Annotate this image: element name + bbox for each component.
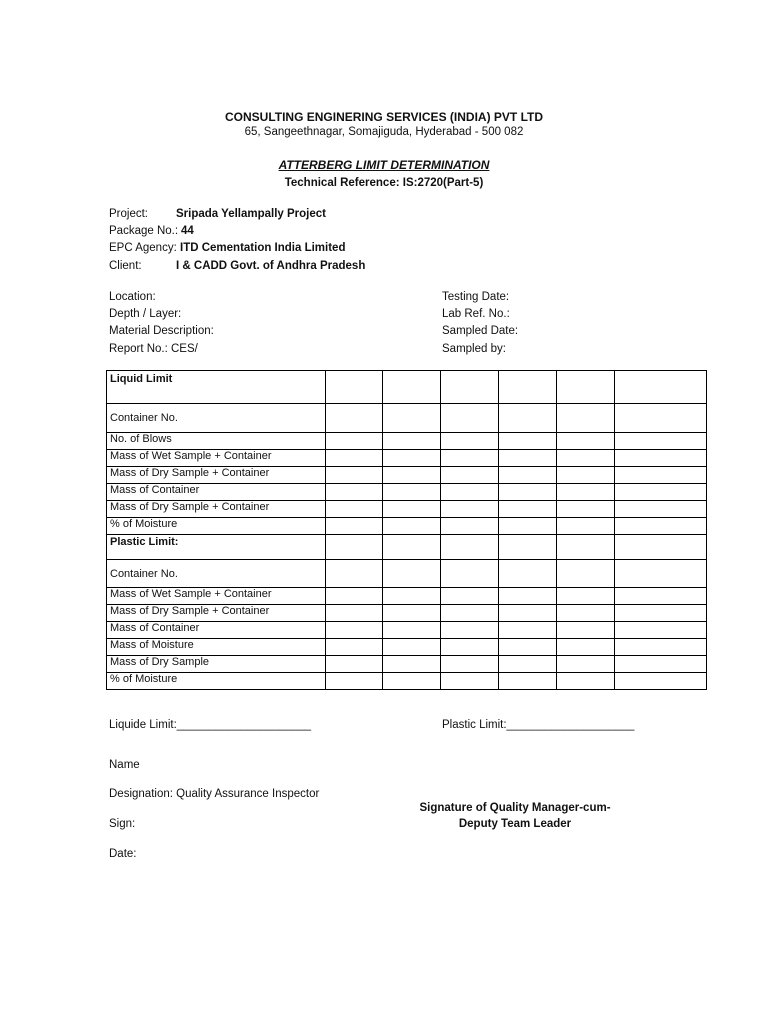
table-cell[interactable] — [326, 501, 383, 518]
table-row — [107, 450, 707, 467]
table-cell[interactable] — [383, 588, 441, 605]
table-cell[interactable] — [441, 622, 499, 639]
table-cell[interactable] — [499, 656, 557, 673]
table-cell[interactable] — [383, 639, 441, 656]
table-row — [107, 433, 707, 450]
table-cell[interactable] — [557, 501, 615, 518]
row-label: Mass of Dry Sample + Container — [107, 467, 326, 484]
table-cell[interactable] — [557, 535, 615, 560]
table-cell[interactable] — [615, 656, 707, 673]
table-cell[interactable] — [326, 622, 383, 639]
table-cell[interactable] — [383, 560, 441, 588]
table-cell[interactable] — [557, 673, 615, 690]
table-row — [107, 371, 707, 404]
row-label: Container No. — [107, 404, 326, 433]
table-cell[interactable] — [615, 433, 707, 450]
table-row — [107, 622, 707, 639]
table-cell[interactable] — [615, 622, 707, 639]
designation-label: Designation: Quality Assurance Inspector — [109, 788, 320, 800]
table-cell[interactable] — [615, 588, 707, 605]
table-cell[interactable] — [441, 501, 499, 518]
signature-title-line2: Deputy Team Leader — [458, 818, 572, 830]
table-cell[interactable] — [383, 656, 441, 673]
table-cell[interactable] — [326, 535, 383, 560]
table-cell[interactable] — [441, 433, 499, 450]
table-row — [107, 673, 707, 690]
table-cell[interactable] — [326, 433, 383, 450]
liquid-limit-header: Liquid Limit — [107, 371, 326, 404]
plastic-limit-header: Plastic Limit: — [107, 535, 326, 560]
table-row — [107, 605, 707, 622]
table-cell[interactable] — [441, 588, 499, 605]
table-cell[interactable] — [499, 371, 557, 404]
table-cell[interactable] — [499, 639, 557, 656]
row-label: Mass of Container — [107, 484, 326, 501]
signature-title-line1: Signature of Quality Manager-cum- — [419, 802, 611, 814]
row-label: Mass of Container — [107, 622, 326, 639]
table-cell[interactable] — [499, 535, 557, 560]
table-row — [107, 535, 707, 560]
table-cell[interactable] — [383, 673, 441, 690]
table-cell[interactable] — [326, 467, 383, 484]
table-cell[interactable] — [615, 518, 707, 535]
table-cell[interactable] — [557, 371, 615, 404]
table-row — [107, 518, 707, 535]
table-cell[interactable] — [383, 501, 441, 518]
table-cell[interactable] — [615, 639, 707, 656]
name-label: Name — [109, 759, 140, 771]
table-cell[interactable] — [326, 450, 383, 467]
table-cell[interactable] — [326, 518, 383, 535]
table-cell[interactable] — [383, 433, 441, 450]
atterberg-data-table — [106, 370, 707, 690]
sign-label: Sign: — [109, 818, 136, 830]
technical-reference: Technical Reference: IS:2720(Part-5) — [284, 177, 484, 189]
epc-agency-label: EPC Agency: — [109, 242, 177, 254]
table-cell[interactable] — [615, 605, 707, 622]
lab-ref-label: Lab Ref. No.: — [442, 308, 510, 320]
project-value: Sripada Yellampally Project — [176, 208, 326, 220]
sampled-date-label: Sampled Date: — [442, 325, 519, 337]
report-no-label: Report No.: CES/ — [109, 343, 198, 355]
row-label: % of Moisture — [107, 518, 326, 535]
plastic-limit-result: Plastic Limit:____________________ — [442, 719, 635, 731]
table-cell[interactable] — [557, 605, 615, 622]
table-row — [107, 404, 707, 433]
table-cell[interactable] — [557, 404, 615, 433]
row-label: Container No. — [107, 560, 326, 588]
row-label: Mass of Moisture — [107, 639, 326, 656]
table-row — [107, 656, 707, 673]
table-cell[interactable] — [441, 467, 499, 484]
table-cell[interactable] — [383, 622, 441, 639]
table-cell[interactable] — [557, 656, 615, 673]
table-row — [107, 560, 707, 588]
table-row — [107, 639, 707, 656]
table-cell[interactable] — [383, 518, 441, 535]
table-cell[interactable] — [326, 639, 383, 656]
company-name: CONSULTING ENGINERING SERVICES (INDIA) PVT LTD — [224, 110, 544, 124]
table-row — [107, 484, 707, 501]
table-cell[interactable] — [326, 560, 383, 588]
table-cell[interactable] — [615, 467, 707, 484]
liquid-limit-result: Liquide Limit:_____________________ — [109, 719, 312, 731]
table-cell[interactable] — [615, 484, 707, 501]
table-cell[interactable] — [499, 588, 557, 605]
table-cell[interactable] — [499, 673, 557, 690]
row-label: Mass of Dry Sample — [107, 656, 326, 673]
table-cell[interactable] — [326, 673, 383, 690]
table-cell[interactable] — [557, 518, 615, 535]
project-label: Project: — [109, 208, 148, 220]
table-cell[interactable] — [326, 371, 383, 404]
depth-layer-label: Depth / Layer: — [109, 308, 182, 320]
table-cell[interactable] — [441, 656, 499, 673]
table-cell[interactable] — [615, 450, 707, 467]
table-row — [107, 467, 707, 484]
material-description-label: Material Description: — [109, 325, 214, 337]
package-value: 44 — [181, 225, 194, 237]
table-cell[interactable] — [441, 639, 499, 656]
table-cell[interactable] — [326, 588, 383, 605]
row-label: Mass of Dry Sample + Container — [107, 501, 326, 518]
table-cell[interactable] — [326, 484, 383, 501]
table-row — [107, 588, 707, 605]
table-cell[interactable] — [326, 404, 383, 433]
location-label: Location: — [109, 291, 156, 303]
table-cell[interactable] — [557, 588, 615, 605]
table-cell[interactable] — [615, 371, 707, 404]
row-label: Mass of Wet Sample + Container — [107, 450, 326, 467]
table-cell[interactable] — [499, 518, 557, 535]
table-cell[interactable] — [441, 535, 499, 560]
table-cell[interactable] — [441, 518, 499, 535]
table-cell[interactable] — [557, 484, 615, 501]
client-label: Client: — [109, 260, 142, 272]
table-cell[interactable] — [557, 639, 615, 656]
table-cell[interactable] — [499, 605, 557, 622]
table-cell[interactable] — [441, 484, 499, 501]
table-cell[interactable] — [557, 560, 615, 588]
table-cell[interactable] — [383, 535, 441, 560]
row-label: No. of Blows — [107, 433, 326, 450]
table-cell[interactable] — [557, 467, 615, 484]
client-value: I & CADD Govt. of Andhra Pradesh — [176, 260, 366, 272]
row-label: Mass of Dry Sample + Container — [107, 605, 326, 622]
table-cell[interactable] — [499, 484, 557, 501]
table-cell[interactable] — [441, 371, 499, 404]
table-cell[interactable] — [383, 467, 441, 484]
table-cell[interactable] — [615, 560, 707, 588]
table-cell[interactable] — [441, 605, 499, 622]
company-address: 65, Sangeethnagar, Somajiguda, Hyderabad - 500 082 — [244, 126, 524, 138]
table-cell[interactable] — [441, 404, 499, 433]
table-cell[interactable] — [326, 605, 383, 622]
table-cell[interactable] — [499, 404, 557, 433]
table-cell[interactable] — [383, 605, 441, 622]
epc-agency-value: ITD Cementation India Limited — [180, 242, 346, 254]
testing-date-label: Testing Date: — [442, 291, 510, 303]
table-cell[interactable] — [499, 501, 557, 518]
table-cell[interactable] — [383, 404, 441, 433]
table-cell[interactable] — [499, 622, 557, 639]
table-cell[interactable] — [499, 433, 557, 450]
table-row — [107, 501, 707, 518]
table-cell[interactable] — [615, 535, 707, 560]
table-cell[interactable] — [557, 622, 615, 639]
table-cell[interactable] — [557, 433, 615, 450]
table-cell[interactable] — [499, 450, 557, 467]
row-label: % of Moisture — [107, 673, 326, 690]
table-cell[interactable] — [383, 484, 441, 501]
row-label: Mass of Wet Sample + Container — [107, 588, 326, 605]
table-cell[interactable] — [441, 450, 499, 467]
table-cell[interactable] — [441, 673, 499, 690]
table-cell[interactable] — [615, 673, 707, 690]
table-cell[interactable] — [441, 560, 499, 588]
sampled-by-label: Sampled by: — [442, 343, 506, 355]
document-title: ATTERBERG LIMIT DETERMINATION — [278, 158, 490, 172]
date-label: Date: — [109, 848, 137, 860]
table-cell[interactable] — [499, 560, 557, 588]
table-cell[interactable] — [383, 371, 441, 404]
table-cell[interactable] — [326, 656, 383, 673]
table-cell[interactable] — [383, 450, 441, 467]
table-cell[interactable] — [615, 501, 707, 518]
package-label: Package No.: — [109, 225, 179, 237]
table-cell[interactable] — [615, 404, 707, 433]
table-cell[interactable] — [499, 467, 557, 484]
table-cell[interactable] — [557, 450, 615, 467]
